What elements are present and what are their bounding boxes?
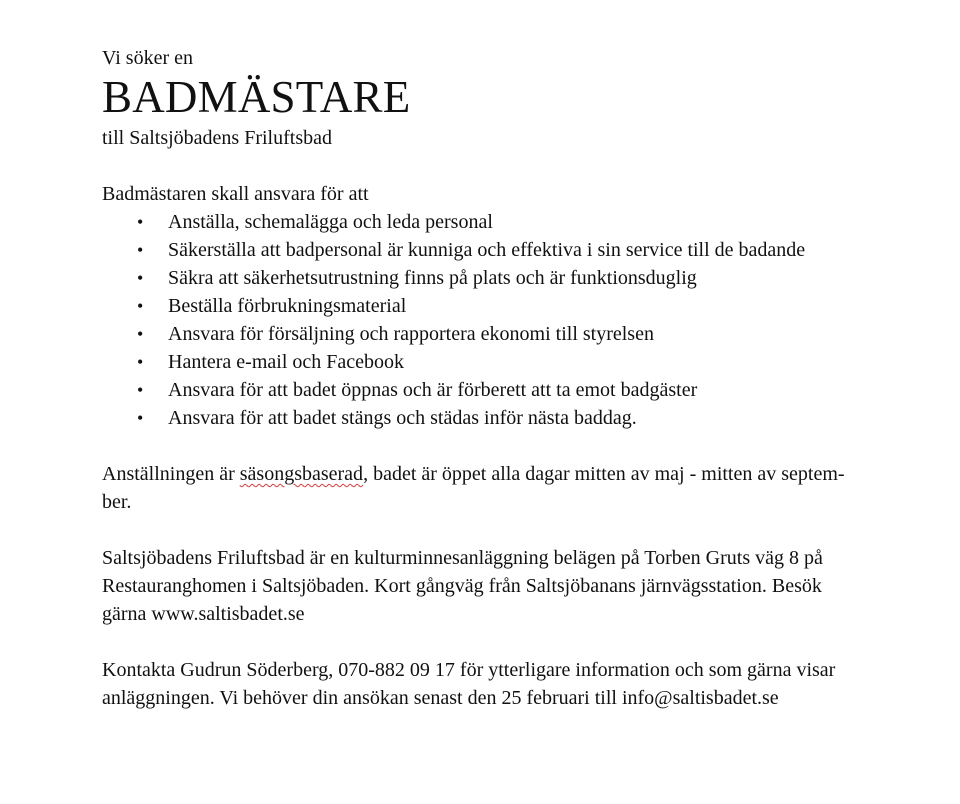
list-item: • Anställa, schemalägga och leda personal: [102, 208, 942, 236]
list-item: • Säkra att säkerhetsutrustning finns på plats och är funktionsduglig: [102, 264, 942, 292]
responsibilities-list: [102, 208, 942, 432]
list-item: • Ansvara för försäljning och rapportera ekonomi till styrelsen: [102, 320, 942, 348]
bullet-icon: •: [137, 296, 144, 316]
headline: BADMÄSTARE: [102, 72, 411, 122]
intro-text: Vi söker en: [102, 47, 193, 69]
bullet-icon: •: [137, 324, 144, 344]
list-item: • Beställa förbrukningsmaterial: [102, 292, 942, 320]
list-item: • Hantera e-mail och Facebook: [102, 348, 942, 376]
list-item: • Säkerställa att badpersonal är kunniga och effektiva i sin service till de badande: [102, 236, 942, 264]
location-paragraph: Saltsjöbadens Friluftsbad är en kulturminnesanläggning belägen på Torben Gruts väg 8 på Restauranghomen i Saltsjöbaden. Kort gångväg från Saltsjöbanans järnvägsstation. Besök gärna www.saltisbadet.se: [102, 547, 823, 625]
list-item: • Ansvara för att badet öppnas och är förberett att ta emot badgäster: [102, 376, 942, 404]
bullet-icon: •: [137, 240, 144, 260]
bullet-icon: •: [137, 212, 144, 232]
responsibilities-intro: Badmästaren skall ansvara för att: [102, 183, 369, 205]
bullet-icon: •: [137, 268, 144, 288]
bullet-icon: •: [137, 380, 144, 400]
employment-paragraph: Anställningen är säsongsbaserad, badet är öppet alla dagar mitten av maj - mitten av septem- ber.: [102, 463, 845, 513]
list-item: • Ansvara för att badet stängs och städas inför nästa baddag.: [102, 404, 942, 432]
subheadline: till Saltsjöbadens Friluftsbad: [102, 127, 332, 149]
job-posting: [102, 44, 942, 712]
bullet-icon: •: [137, 352, 144, 372]
spellcheck-flagged-word[interactable]: säsongsbaserad: [239, 463, 364, 485]
contact-paragraph: Kontakta Gudrun Söderberg, 070-882 09 17 för ytterligare information och som gärna visar anläggningen. Vi behöver din ansökan senast den 25 februari till info@saltisbadet.se: [102, 659, 836, 709]
bullet-icon: •: [137, 408, 144, 428]
